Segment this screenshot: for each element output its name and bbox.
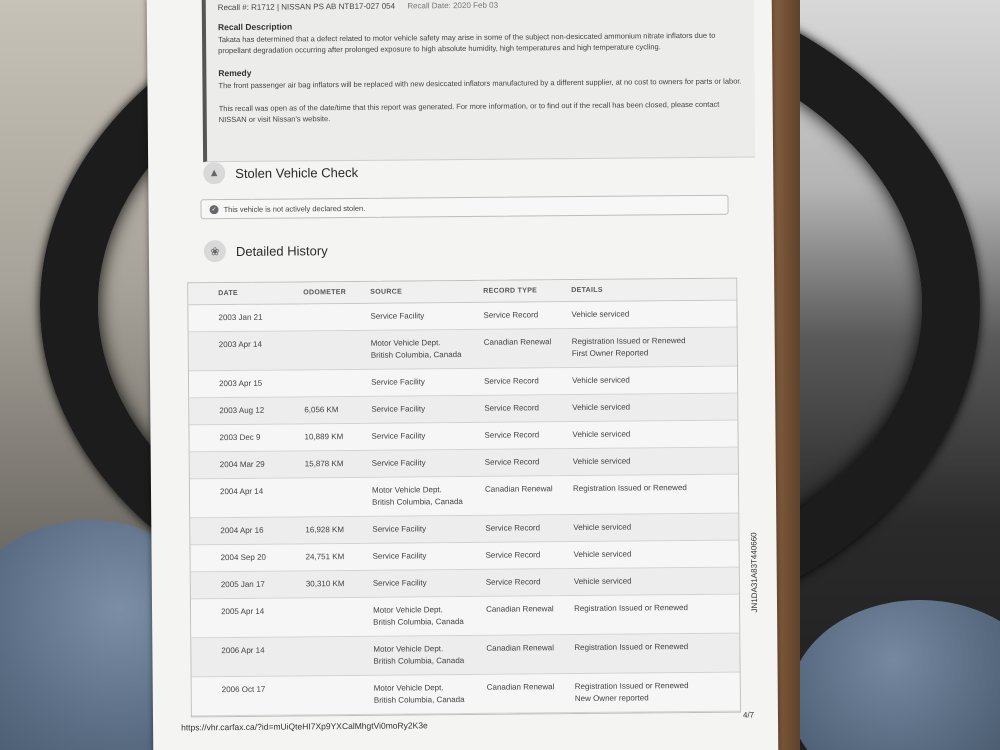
history-cell-type: Canadian Renewal [484,484,553,494]
history-cell-source: Motor Vehicle Dept. British Columbia, Canada [373,683,465,705]
history-row [190,475,738,519]
history-cell-type: Service Record [484,457,540,467]
history-cell-source: Service Facility [372,524,427,534]
history-row [191,634,739,678]
history-cell-type: Canadian Renewal [486,604,554,614]
history-cell-details: Registration Issued or Renewed [574,642,689,653]
history-cell-odometer [307,683,374,708]
history-cell-source: Motor Vehicle Dept. British Columbia, Canada [370,338,462,360]
history-cell-type: Service Record [485,523,541,533]
history-seal-icon: ❀ [204,240,226,262]
history-cell-details: Vehicle serviced [572,456,631,467]
history-cell-source: Service Facility [372,578,427,588]
recall-number: Recall #: R1712 | NISSAN PS AB NTB17-027 054 [217,1,396,13]
recall-date: Recall Date: 2020 Feb 03 [407,0,499,11]
history-cell-date: 2003 Dec 9 [219,432,261,443]
history-cell-source: Service Facility [370,311,425,321]
history-cell-type: Service Record [484,430,540,440]
history-cell-date: 2006 Oct 17 [221,684,266,695]
history-cell-date: 2005 Jan 17 [220,579,265,590]
history-cell-type: Canadian Renewal [486,643,555,653]
history-cell-details: Vehicle serviced [572,402,631,413]
history-cell-odometer: 16,928 KM [305,525,345,535]
history-cell-details: Registration Issued or Renewed First Owner Reported [571,336,686,359]
history-cell-details: Registration Issued or Renewed [574,603,688,614]
history-cell-date: 2003 Jan 21 [218,312,263,323]
recall-description: Takata has determined that a defect related to motor vehicle safety may arise in some of the subject non-desiccated ammonium nitrate inflators due to propellant degradation occurring after prolonged exposure to high absolute humidity, high temperatures and high temperature cycling. [218,30,716,56]
history-cell-source: Service Facility [372,551,427,561]
column-header: ODOMETER [303,289,347,297]
history-cell-type: Service Record [485,550,541,560]
recall-description-label: Recall Description [217,21,293,33]
stolen-status-box [200,195,728,220]
history-cell-date: 2003 Apr 14 [218,339,262,350]
history-cell-source: Motor Vehicle Dept. British Columbia, Canada [373,605,464,627]
history-cell-date: 2004 Sep 20 [220,552,266,563]
history-row [189,328,737,372]
column-header: DETAILS [571,286,603,295]
police-light-icon: ▲ [203,162,225,184]
history-cell-odometer: 10,889 KM [304,432,344,442]
page-number: 4/7 [742,710,755,720]
history-cell-date: 2006 Apr 14 [221,645,265,656]
recall-header [218,0,744,12]
history-cell-source: Service Facility [371,431,426,441]
remedy-text: The front passenger air bag inflators will be replaced with new desiccated inflators manufactured by a different supplier, at no cost to owners for parts or labor. [218,76,742,91]
stolen-section-title [203,161,358,184]
column-header: SOURCE [370,288,403,296]
history-cell-odometer: 30,310 KM [305,579,345,589]
recall-box [202,0,755,162]
history-cell-odometer [304,377,371,390]
history-cell-date: 2003 Aug 12 [219,405,265,416]
history-cell-date: 2004 Apr 16 [220,525,264,536]
history-table [187,278,741,718]
history-cell-date: 2005 Apr 14 [221,606,265,617]
history-title-text: Detailed History [235,242,328,259]
history-cell-details: Vehicle serviced [572,375,630,386]
history-cell-details: Registration Issued or Renewed [572,483,687,494]
check-circle-icon: ✓ [210,205,219,214]
history-cell-odometer [304,338,371,363]
history-row [192,673,740,717]
history-cell-type: Canadian Renewal [486,682,555,692]
history-cell-type: Service Record [484,403,540,413]
history-section-title [204,239,328,262]
history-cell-source: Motor Vehicle Dept. British Columbia, Canada [373,644,465,666]
history-cell-details: Vehicle serviced [573,549,632,560]
history-cell-type: Service Record [483,310,539,320]
history-cell-source: Service Facility [371,404,426,414]
history-cell-odometer [303,311,370,324]
history-cell-odometer: 15,878 KM [304,459,344,469]
history-cell-odometer [306,605,373,630]
history-cell-details: Vehicle serviced [573,522,632,533]
history-cell-type: Service Record [485,577,541,587]
history-cell-date: 2003 Apr 15 [219,378,263,389]
history-cell-odometer: 24,751 KM [305,552,345,562]
remedy-label: Remedy [218,67,252,79]
history-cell-date: 2004 Mar 29 [219,459,265,470]
history-cell-odometer [306,644,373,669]
history-cell-source: Motor Vehicle Dept. British Columbia, Canada [371,485,463,507]
history-cell-details: Registration Issued or Renewed New Owner reported [574,681,689,704]
history-cell-odometer: 6,056 KM [304,405,339,415]
column-header: DATE [218,289,239,298]
history-cell-type: Service Record [484,376,539,386]
carfax-report-page [147,0,779,750]
history-cell-type: Canadian Renewal [483,337,552,347]
history-table-body [188,301,740,717]
recall-note: This recall was open as of the date/time that this report was generated. For more information, or to find out if the recall has been closed, please contact NISSAN or visit Nissan's website. [218,99,720,125]
footer-url: https://vhr.carfax.ca/?id=mUiQteHI7Xp9YXCalMhgtVi0moRy2K3e [181,720,428,733]
history-cell-source: Service Facility [371,377,425,387]
stolen-status-text: This vehicle is not actively declared stolen. [223,203,366,214]
history-cell-details: Vehicle serviced [572,429,631,440]
history-cell-odometer [305,485,372,510]
history-cell-details: Vehicle serviced [573,576,632,587]
history-cell-details: Vehicle serviced [571,309,630,320]
vin-number: JN1DA31A83T440660 [749,532,760,613]
column-header: RECORD TYPE [483,287,538,295]
history-cell-date: 2004 Apr 14 [219,486,264,497]
stolen-title-text: Stolen Vehicle Check [235,164,359,181]
history-cell-source: Service Facility [371,458,426,468]
history-row [191,595,739,639]
